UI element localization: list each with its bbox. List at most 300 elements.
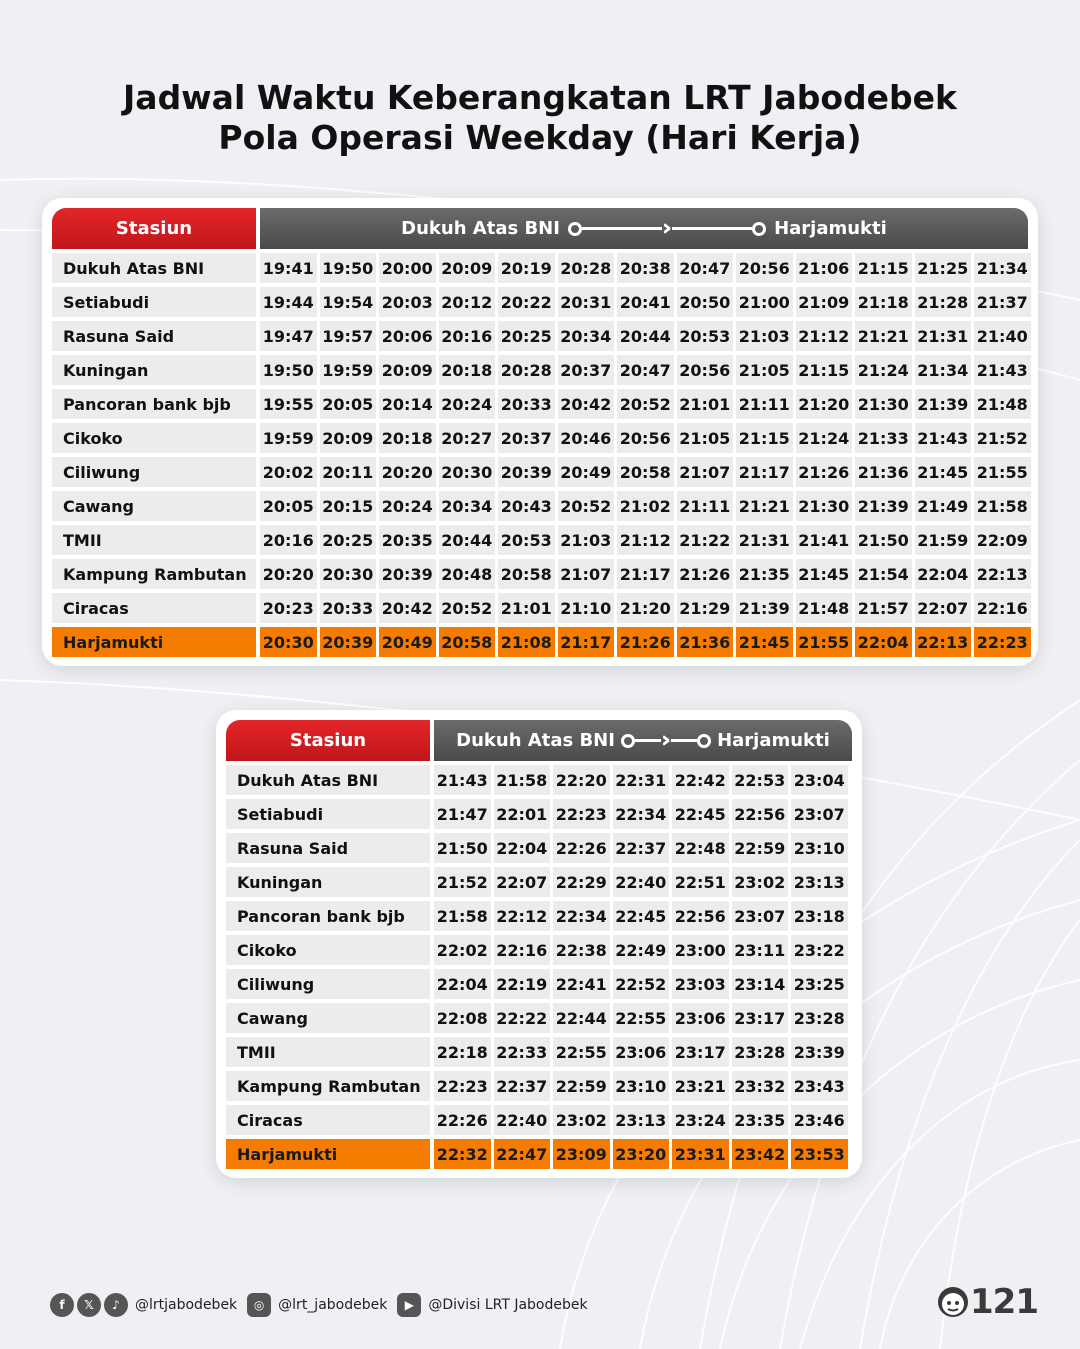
departure-time: 22:13 (915, 627, 972, 657)
departure-time: 20:31 (558, 287, 615, 317)
departure-time: 21:48 (974, 389, 1031, 419)
departure-time: 22:18 (434, 1037, 491, 1067)
departure-time: 23:10 (791, 833, 848, 863)
station-name: Rasuna Said (226, 833, 430, 863)
departure-time: 21:55 (974, 457, 1031, 487)
departure-time: 21:58 (434, 901, 491, 931)
departure-time: 21:06 (796, 253, 853, 283)
handle-lrtjabodebek[interactable]: @lrtjabodebek (135, 1297, 238, 1313)
table-row (52, 253, 1034, 283)
departure-time: 20:34 (558, 321, 615, 351)
logo-121 (936, 1282, 1038, 1322)
station-name: Pancoran bank bjb (226, 901, 430, 931)
departure-time: 22:38 (553, 935, 610, 965)
title-line-1: Jadwal Waktu Keberangkatan LRT Jabodebek (123, 78, 957, 117)
departure-time: 21:02 (617, 491, 674, 521)
station-name: Setiabudi (52, 287, 256, 317)
departure-time: 21:59 (915, 525, 972, 555)
table-row (52, 593, 1034, 623)
departure-time: 21:50 (434, 833, 491, 863)
departure-time: 20:39 (498, 457, 555, 487)
departure-time: 21:43 (974, 355, 1031, 385)
departure-time: 23:02 (553, 1105, 610, 1135)
departure-time: 20:56 (677, 355, 734, 385)
departure-time: 21:58 (494, 765, 551, 795)
departure-time: 20:35 (379, 525, 436, 555)
departure-time: 21:39 (855, 491, 912, 521)
departure-time: 21:50 (855, 525, 912, 555)
station-name: TMII (226, 1037, 430, 1067)
departure-time: 21:17 (736, 457, 793, 487)
departure-time: 22:33 (494, 1037, 551, 1067)
departure-time: 21:07 (558, 559, 615, 589)
table-row (52, 321, 1034, 351)
departure-time: 22:04 (434, 969, 491, 999)
departure-time: 21:31 (915, 321, 972, 351)
departure-time: 22:49 (613, 935, 670, 965)
departure-time: 20:16 (439, 321, 496, 351)
departure-time: 22:12 (494, 901, 551, 931)
departure-time: 21:41 (796, 525, 853, 555)
table-row-terminal (52, 627, 1034, 657)
departure-time: 20:14 (379, 389, 436, 419)
route-header (260, 208, 1028, 249)
table-row (52, 491, 1034, 521)
departure-time: 21:05 (736, 355, 793, 385)
departure-time: 23:42 (732, 1139, 789, 1169)
departure-time: 21:39 (915, 389, 972, 419)
departure-time: 23:09 (553, 1139, 610, 1169)
route-arrow-icon: ›› (621, 732, 711, 750)
table-row (226, 1003, 851, 1033)
departure-time: 20:42 (558, 389, 615, 419)
table-row (52, 423, 1034, 453)
departure-time: 21:36 (855, 457, 912, 487)
departure-time: 21:03 (736, 321, 793, 351)
departure-time: 22:53 (732, 765, 789, 795)
departure-time: 22:19 (494, 969, 551, 999)
station-name: Dukuh Atas BNI (226, 765, 430, 795)
table-row (52, 457, 1034, 487)
station-name: Pancoran bank bjb (52, 389, 256, 419)
departure-time: 20:12 (439, 287, 496, 317)
departure-time: 20:48 (439, 559, 496, 589)
departure-time: 20:42 (379, 593, 436, 623)
departure-time: 23:22 (791, 935, 848, 965)
departure-time: 23:28 (791, 1003, 848, 1033)
departure-time: 19:59 (320, 355, 377, 385)
facebook-icon[interactable]: f (50, 1293, 74, 1317)
departure-time: 21:12 (796, 321, 853, 351)
departure-time: 22:16 (494, 935, 551, 965)
departure-time: 20:06 (379, 321, 436, 351)
page-title (0, 78, 1080, 158)
departure-time: 19:50 (260, 355, 317, 385)
departure-time: 21:54 (855, 559, 912, 589)
departure-time: 19:59 (260, 423, 317, 453)
departure-time: 21:30 (855, 389, 912, 419)
departure-time: 21:17 (558, 627, 615, 657)
departure-time: 21:11 (736, 389, 793, 419)
departure-time: 21:25 (915, 253, 972, 283)
departure-time: 20:19 (498, 253, 555, 283)
departure-time: 21:00 (736, 287, 793, 317)
departure-time: 20:56 (736, 253, 793, 283)
departure-time: 20:18 (439, 355, 496, 385)
departure-time: 20:58 (617, 457, 674, 487)
departure-time: 20:02 (260, 457, 317, 487)
departure-time: 20:38 (617, 253, 674, 283)
departure-time: 22:59 (553, 1071, 610, 1101)
departure-time: 20:58 (498, 559, 555, 589)
departure-time: 20:43 (498, 491, 555, 521)
departure-time: 21:37 (974, 287, 1031, 317)
title-line-2: Pola Operasi Weekday (Hari Kerja) (218, 118, 862, 157)
departure-time: 20:27 (439, 423, 496, 453)
departure-time: 19:41 (260, 253, 317, 283)
departure-time: 21:48 (796, 593, 853, 623)
departure-time: 21:55 (796, 627, 853, 657)
departure-time: 20:09 (320, 423, 377, 453)
instagram-icon[interactable]: ◎ (247, 1293, 271, 1317)
departure-time: 19:50 (320, 253, 377, 283)
departure-time: 21:45 (915, 457, 972, 487)
departure-time: 23:31 (672, 1139, 729, 1169)
station-name: Kuningan (226, 867, 430, 897)
departure-time: 21:29 (677, 593, 734, 623)
departure-time: 21:33 (855, 423, 912, 453)
departure-time: 19:44 (260, 287, 317, 317)
departure-time: 22:56 (732, 799, 789, 829)
departure-time: 20:25 (498, 321, 555, 351)
social-group-1 (50, 1293, 237, 1317)
departure-time: 23:06 (613, 1037, 670, 1067)
departure-time: 21:24 (855, 355, 912, 385)
departure-time: 22:07 (915, 593, 972, 623)
departure-time: 22:08 (434, 1003, 491, 1033)
departure-time: 23:39 (791, 1037, 848, 1067)
departure-time: 21:01 (498, 593, 555, 623)
departure-time: 22:13 (974, 559, 1031, 589)
table-row (52, 287, 1034, 317)
table-row (226, 935, 851, 965)
departure-time: 20:18 (379, 423, 436, 453)
table-row (226, 1105, 851, 1135)
station-name: Cawang (52, 491, 256, 521)
departure-time: 22:09 (974, 525, 1031, 555)
route-header (434, 720, 852, 761)
stasiun-header-label: Stasiun (289, 730, 367, 751)
departure-time: 22:23 (553, 799, 610, 829)
departure-time: 21:05 (677, 423, 734, 453)
departure-time: 20:44 (439, 525, 496, 555)
departure-time: 22:31 (613, 765, 670, 795)
departure-time: 22:37 (494, 1071, 551, 1101)
departure-time: 21:18 (855, 287, 912, 317)
departure-time: 20:20 (379, 457, 436, 487)
departure-time: 22:26 (553, 833, 610, 863)
departure-time: 20:03 (379, 287, 436, 317)
departure-time: 22:22 (494, 1003, 551, 1033)
station-name: Kampung Rambutan (52, 559, 256, 589)
departure-time: 22:23 (434, 1071, 491, 1101)
route-arrow-icon: ›› (568, 220, 766, 238)
stasiun-header-label: Stasiun (115, 218, 193, 239)
departure-time: 23:10 (613, 1071, 670, 1101)
station-name: Harjamukti (52, 627, 256, 657)
departure-time: 22:48 (672, 833, 729, 863)
departure-time: 21:21 (855, 321, 912, 351)
departure-time: 21:01 (677, 389, 734, 419)
departure-time: 20:24 (379, 491, 436, 521)
departure-time: 20:15 (320, 491, 377, 521)
departure-time: 22:07 (494, 867, 551, 897)
departure-time: 22:04 (915, 559, 972, 589)
departure-time: 20:16 (260, 525, 317, 555)
tiktok-icon[interactable]: ♪ (104, 1293, 128, 1317)
station-name: Harjamukti (226, 1139, 430, 1169)
departure-time: 20:53 (498, 525, 555, 555)
logo-121-number: 121 (970, 1282, 1038, 1322)
station-name: Cikoko (52, 423, 256, 453)
departure-time: 22:23 (974, 627, 1031, 657)
departure-time: 20:46 (558, 423, 615, 453)
departure-time: 20:30 (439, 457, 496, 487)
departure-time: 21:22 (677, 525, 734, 555)
departure-time: 21:12 (617, 525, 674, 555)
departure-time: 20:33 (498, 389, 555, 419)
departure-time: 22:26 (434, 1105, 491, 1135)
departure-time: 21:21 (736, 491, 793, 521)
departure-time: 21:24 (796, 423, 853, 453)
mascot-icon (936, 1285, 970, 1319)
station-name: Rasuna Said (52, 321, 256, 351)
handle-instagram[interactable]: @lrt_jabodebek (278, 1297, 388, 1313)
departure-time: 22:32 (434, 1139, 491, 1169)
departure-time: 20:47 (677, 253, 734, 283)
departure-time: 23:03 (672, 969, 729, 999)
departure-time: 23:25 (791, 969, 848, 999)
departure-time: 21:34 (915, 355, 972, 385)
table-row (226, 901, 851, 931)
departure-time: 21:20 (796, 389, 853, 419)
stasiun-header (226, 720, 430, 761)
table-row (52, 389, 1034, 419)
departure-time: 21:26 (796, 457, 853, 487)
station-name: Kampung Rambutan (226, 1071, 430, 1101)
youtube-icon[interactable]: ▶ (397, 1293, 421, 1317)
departure-time: 21:39 (736, 593, 793, 623)
departure-time: 23:17 (672, 1037, 729, 1067)
departure-time: 21:08 (498, 627, 555, 657)
departure-time: 23:00 (672, 935, 729, 965)
departure-time: 20:52 (439, 593, 496, 623)
departure-time: 20:49 (558, 457, 615, 487)
departure-time: 20:30 (320, 559, 377, 589)
departure-time: 21:35 (736, 559, 793, 589)
footer-socials (50, 1292, 598, 1318)
departure-time: 20:28 (498, 355, 555, 385)
departure-time: 20:39 (379, 559, 436, 589)
departure-time: 20:47 (617, 355, 674, 385)
departure-time: 20:56 (617, 423, 674, 453)
departure-time: 23:13 (791, 867, 848, 897)
departure-time: 19:57 (320, 321, 377, 351)
departure-time: 22:29 (553, 867, 610, 897)
station-name: Cikoko (226, 935, 430, 965)
departure-time: 20:39 (320, 627, 377, 657)
departure-time: 20:09 (439, 253, 496, 283)
table-row (226, 1037, 851, 1067)
departure-time: 21:26 (617, 627, 674, 657)
departure-time: 21:43 (915, 423, 972, 453)
departure-time: 21:58 (974, 491, 1031, 521)
departure-time: 20:22 (498, 287, 555, 317)
departure-time: 23:07 (732, 901, 789, 931)
route-to: Harjamukti (774, 218, 887, 239)
departure-time: 22:45 (672, 799, 729, 829)
station-name: TMII (52, 525, 256, 555)
departure-time: 21:07 (677, 457, 734, 487)
departure-time: 20:53 (677, 321, 734, 351)
social-group-2 (247, 1293, 387, 1317)
departure-time: 23:06 (672, 1003, 729, 1033)
departure-time: 21:28 (915, 287, 972, 317)
table-row (52, 559, 1034, 589)
departure-time: 21:15 (855, 253, 912, 283)
departure-time: 20:41 (617, 287, 674, 317)
departure-time: 21:49 (915, 491, 972, 521)
departure-time: 20:09 (379, 355, 436, 385)
departure-time: 20:23 (260, 593, 317, 623)
x-icon[interactable]: 𝕏 (77, 1293, 101, 1317)
departure-time: 21:45 (736, 627, 793, 657)
departure-time: 23:11 (732, 935, 789, 965)
departure-time: 22:34 (553, 901, 610, 931)
departure-time: 20:11 (320, 457, 377, 487)
departure-time: 21:30 (796, 491, 853, 521)
departure-time: 22:45 (613, 901, 670, 931)
departure-time: 21:09 (796, 287, 853, 317)
departure-time: 23:53 (791, 1139, 848, 1169)
departure-time: 22:55 (613, 1003, 670, 1033)
departure-time: 22:42 (672, 765, 729, 795)
departure-time: 21:45 (796, 559, 853, 589)
departure-time: 20:00 (379, 253, 436, 283)
departure-time: 22:47 (494, 1139, 551, 1169)
departure-time: 23:02 (732, 867, 789, 897)
departure-time: 21:43 (434, 765, 491, 795)
departure-time: 23:32 (732, 1071, 789, 1101)
departure-time: 21:03 (558, 525, 615, 555)
departure-time: 23:35 (732, 1105, 789, 1135)
table-row (226, 969, 851, 999)
departure-time: 22:04 (855, 627, 912, 657)
departure-time: 23:28 (732, 1037, 789, 1067)
departure-time: 22:04 (494, 833, 551, 863)
departure-time: 22:02 (434, 935, 491, 965)
table-row (226, 799, 851, 829)
departure-time: 22:41 (553, 969, 610, 999)
departure-time: 20:52 (617, 389, 674, 419)
departure-time: 20:28 (558, 253, 615, 283)
departure-time: 20:58 (439, 627, 496, 657)
departure-time: 21:17 (617, 559, 674, 589)
route-from: Dukuh Atas BNI (401, 218, 560, 239)
departure-time: 23:20 (613, 1139, 670, 1169)
departure-time: 21:47 (434, 799, 491, 829)
table-row (226, 1071, 851, 1101)
stasiun-header (52, 208, 256, 249)
departure-time: 22:51 (672, 867, 729, 897)
departure-time: 23:14 (732, 969, 789, 999)
station-name: Ciliwung (226, 969, 430, 999)
station-name: Dukuh Atas BNI (52, 253, 256, 283)
table-row (52, 355, 1034, 385)
departure-time: 22:40 (494, 1105, 551, 1135)
departure-time: 19:54 (320, 287, 377, 317)
departure-time: 23:24 (672, 1105, 729, 1135)
departure-time: 20:25 (320, 525, 377, 555)
social-group-3 (397, 1293, 587, 1317)
departure-time: 23:46 (791, 1105, 848, 1135)
departure-time: 22:01 (494, 799, 551, 829)
departure-time: 23:43 (791, 1071, 848, 1101)
table-row (226, 867, 851, 897)
departure-time: 21:15 (796, 355, 853, 385)
handle-youtube[interactable]: @Divisi LRT Jabodebek (428, 1297, 588, 1313)
departure-time: 21:10 (558, 593, 615, 623)
route-from: Dukuh Atas BNI (456, 730, 615, 751)
departure-time: 22:37 (613, 833, 670, 863)
departure-time: 22:20 (553, 765, 610, 795)
departure-time: 23:04 (791, 765, 848, 795)
departure-time: 20:37 (558, 355, 615, 385)
departure-time: 21:11 (677, 491, 734, 521)
departure-time: 23:17 (732, 1003, 789, 1033)
departure-time: 20:05 (320, 389, 377, 419)
departure-time: 20:50 (677, 287, 734, 317)
departure-time: 20:34 (439, 491, 496, 521)
departure-time: 20:52 (558, 491, 615, 521)
departure-time: 20:05 (260, 491, 317, 521)
departure-time: 21:36 (677, 627, 734, 657)
departure-time: 19:55 (260, 389, 317, 419)
route-to: Harjamukti (717, 730, 830, 751)
departure-time: 23:07 (791, 799, 848, 829)
departure-time: 20:30 (260, 627, 317, 657)
station-name: Setiabudi (226, 799, 430, 829)
departure-time: 23:21 (672, 1071, 729, 1101)
departure-time: 20:20 (260, 559, 317, 589)
departure-time: 22:56 (672, 901, 729, 931)
table-row (226, 765, 851, 795)
departure-time: 21:15 (736, 423, 793, 453)
departure-time: 22:52 (613, 969, 670, 999)
departure-time: 22:34 (613, 799, 670, 829)
station-name: Ciracas (226, 1105, 430, 1135)
departure-time: 21:40 (974, 321, 1031, 351)
departure-time: 22:40 (613, 867, 670, 897)
departure-time: 22:55 (553, 1037, 610, 1067)
station-name: Ciliwung (52, 457, 256, 487)
departure-time: 20:44 (617, 321, 674, 351)
departure-time: 21:34 (974, 253, 1031, 283)
departure-time: 21:57 (855, 593, 912, 623)
table-row (226, 833, 851, 863)
departure-time: 21:52 (434, 867, 491, 897)
table-row-terminal (226, 1139, 851, 1169)
